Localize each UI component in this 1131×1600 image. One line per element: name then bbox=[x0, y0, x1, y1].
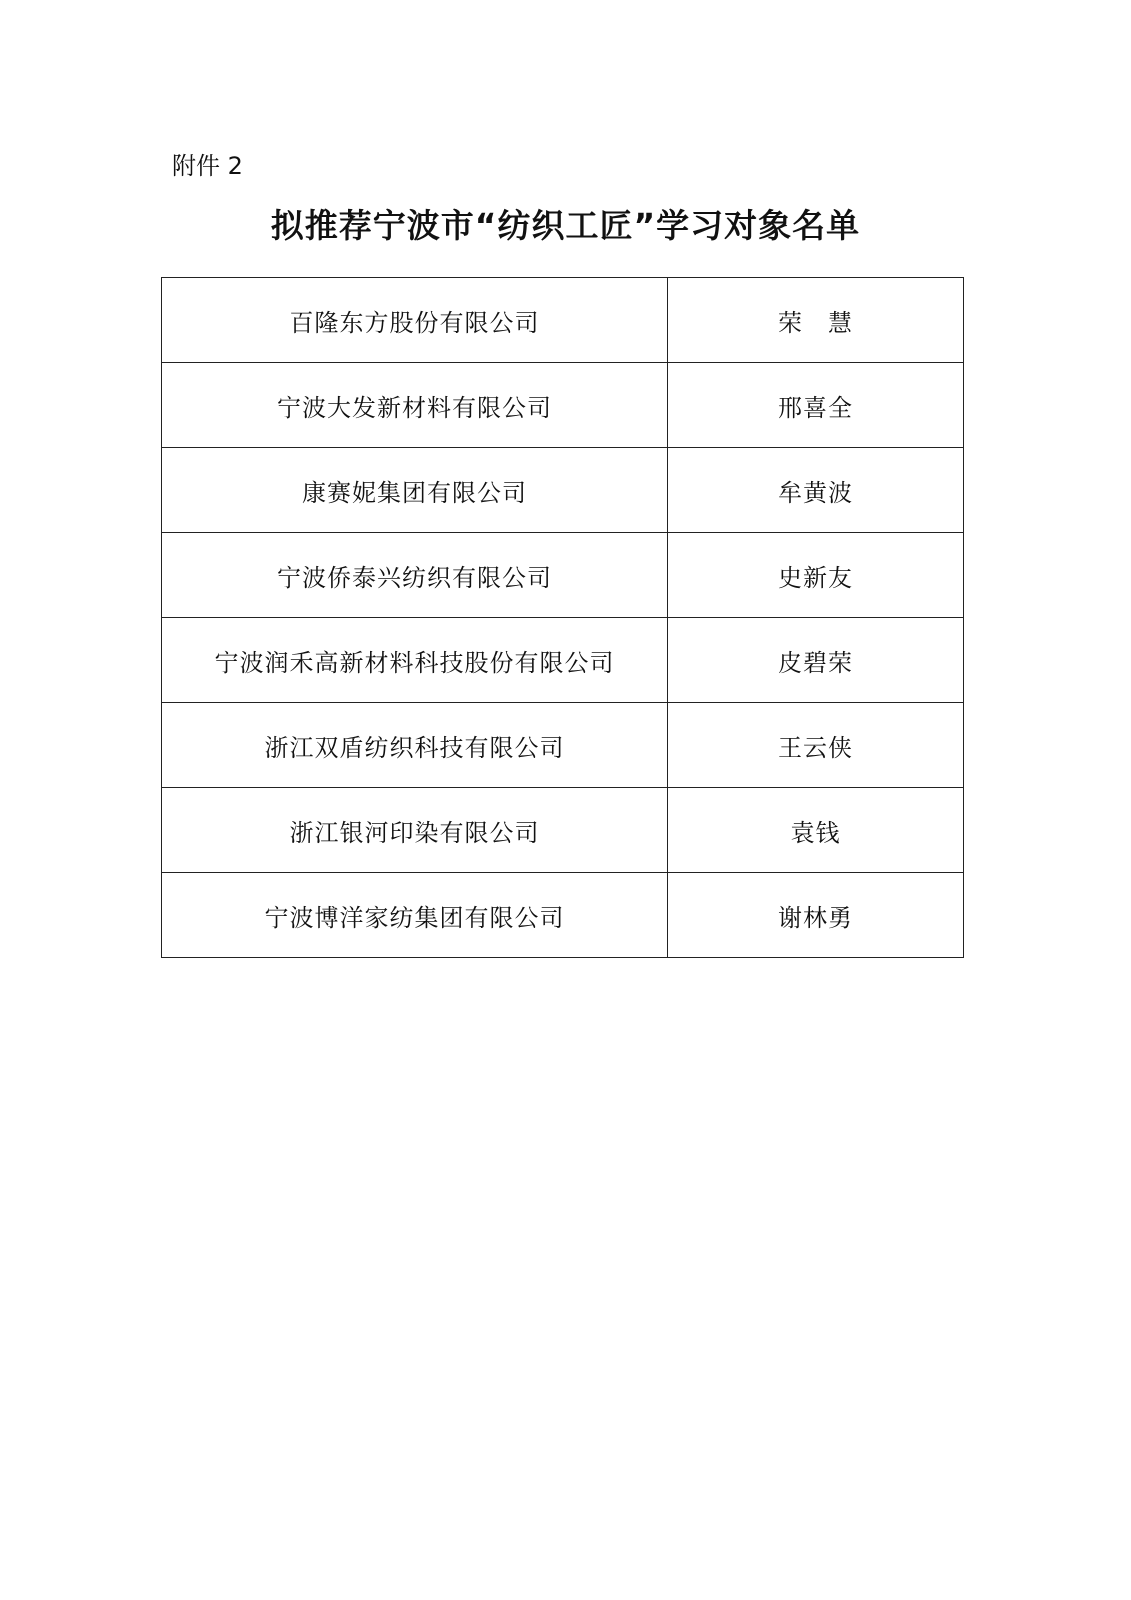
company-cell: 宁波大发新材料有限公司 bbox=[162, 363, 668, 448]
table-row bbox=[162, 788, 964, 873]
person-cell: 荣 慧 bbox=[668, 278, 964, 363]
table-row bbox=[162, 703, 964, 788]
company-cell: 浙江双盾纺织科技有限公司 bbox=[162, 703, 668, 788]
company-cell: 浙江银河印染有限公司 bbox=[162, 788, 668, 873]
person-cell: 王云侠 bbox=[668, 703, 964, 788]
company-cell: 宁波侨泰兴纺织有限公司 bbox=[162, 533, 668, 618]
table-row bbox=[162, 618, 964, 703]
attachment-label: 附件 2 bbox=[172, 152, 243, 180]
company-cell: 宁波博洋家纺集团有限公司 bbox=[162, 873, 668, 958]
table-row bbox=[162, 448, 964, 533]
table-row bbox=[162, 278, 964, 363]
person-cell: 牟黄波 bbox=[668, 448, 964, 533]
company-cell: 康赛妮集团有限公司 bbox=[162, 448, 668, 533]
page-title: 拟推荐宁波市“纺织工匠”学习对象名单 bbox=[270, 206, 861, 245]
company-cell: 百隆东方股份有限公司 bbox=[162, 278, 668, 363]
person-cell: 邢喜全 bbox=[668, 363, 964, 448]
recommendation-table bbox=[161, 277, 964, 958]
person-cell: 皮碧荣 bbox=[668, 618, 964, 703]
table-row bbox=[162, 363, 964, 448]
table-row bbox=[162, 873, 964, 958]
company-cell: 宁波润禾高新材料科技股份有限公司 bbox=[162, 618, 668, 703]
table-row bbox=[162, 533, 964, 618]
person-cell: 史新友 bbox=[668, 533, 964, 618]
person-cell: 袁钱 bbox=[668, 788, 964, 873]
person-cell: 谢林勇 bbox=[668, 873, 964, 958]
